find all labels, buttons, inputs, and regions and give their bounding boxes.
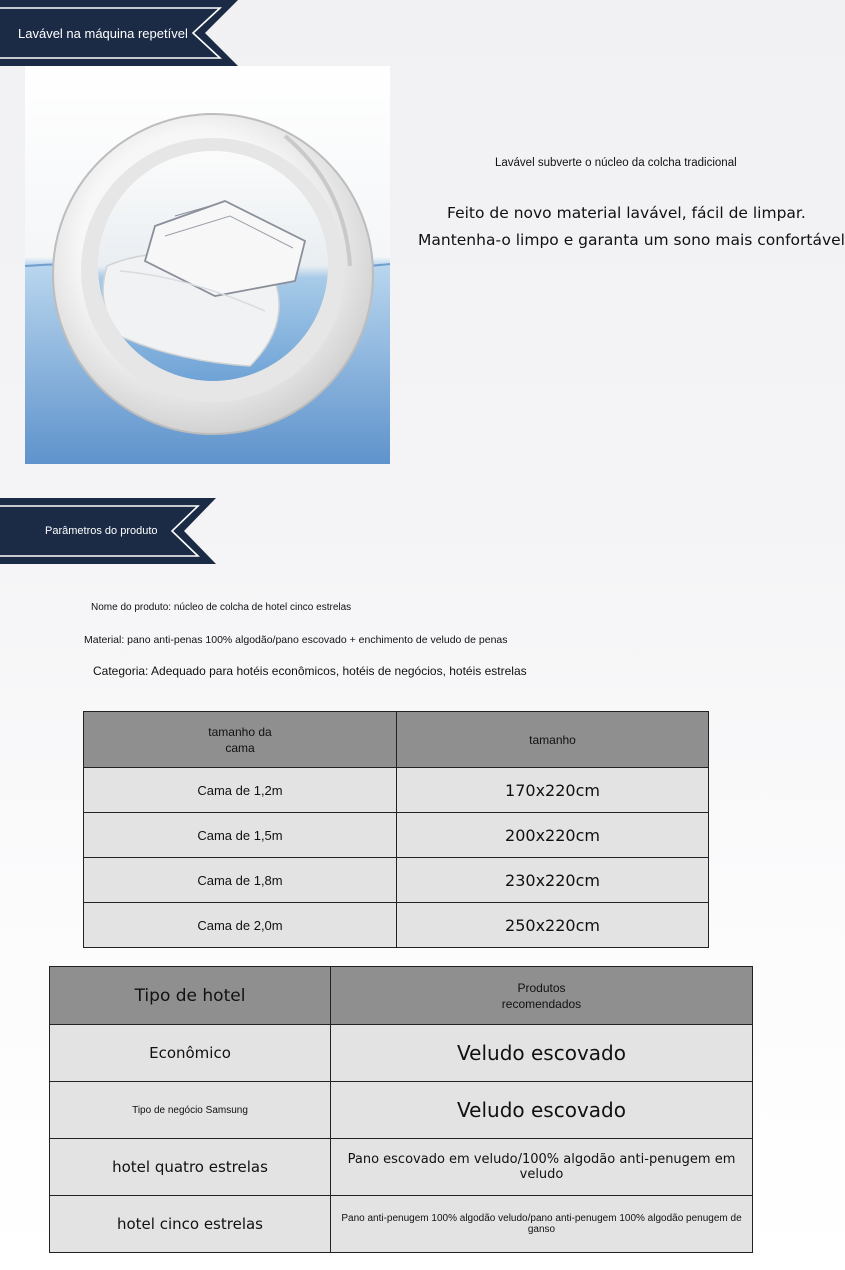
recommended-product-cell: Veludo escovado: [331, 1025, 753, 1082]
recommended-product-cell: Pano escovado em veludo/100% algodão anti-penugem em veludo: [331, 1139, 753, 1196]
washable-banner-label: Lavável na máquina repetível: [18, 26, 188, 41]
spec-material: Material: pano anti-penas 100% algodão/pano escovado + enchimento de veludo de penas: [84, 634, 508, 646]
recommended-product-cell: Pano anti-penugem 100% algodão veludo/pano anti-penugem 100% algodão penugem de ganso: [331, 1196, 753, 1253]
hotel-table-header-row: [50, 967, 753, 1025]
hotel-type-cell: hotel cinco estrelas: [50, 1196, 331, 1253]
table-row: [84, 903, 709, 948]
dimension-cell: 250x220cm: [397, 903, 709, 948]
washable-feature-line-2: Mantenha-o limpo e garanta um sono mais confortável: [418, 231, 845, 249]
hotel-type-cell: Tipo de negócio Samsung: [50, 1082, 331, 1139]
bed-size-cell: Cama de 2,0m: [84, 903, 397, 948]
dimension-cell: 200x220cm: [397, 813, 709, 858]
spec-product-name: Nome do produto: núcleo de colcha de hotel cinco estrelas: [91, 602, 352, 613]
washable-tagline: Lavável subverte o núcleo da colcha tradicional: [495, 157, 737, 169]
dimension-cell: 170x220cm: [397, 768, 709, 813]
table-row: [84, 768, 709, 813]
table-row: [50, 1196, 753, 1253]
hotel-table-header-products: Produtos recomendados: [331, 967, 753, 1025]
bed-size-cell: Cama de 1,8m: [84, 858, 397, 903]
hotel-recommendation-table: [49, 966, 753, 1253]
size-table-header-row: [84, 712, 709, 768]
recommended-product-cell: Veludo escovado: [331, 1082, 753, 1139]
washable-feature-line-1: Feito de novo material lavável, fácil de limpar.: [447, 204, 806, 222]
size-table: [83, 711, 709, 948]
dimension-cell: 230x220cm: [397, 858, 709, 903]
product-params-banner-label: Parâmetros do produto: [45, 525, 158, 537]
table-row: [50, 1025, 753, 1082]
hotel-type-cell: hotel quatro estrelas: [50, 1139, 331, 1196]
washable-banner: [0, 0, 240, 66]
spec-category: Categoria: Adequado para hotéis econômicos, hotéis de negócios, hotéis estrelas: [93, 664, 527, 678]
table-row: [84, 858, 709, 903]
table-row: [84, 813, 709, 858]
table-row: [50, 1082, 753, 1139]
size-table-header-size: tamanho: [397, 712, 709, 768]
hotel-table-header-type: Tipo de hotel: [50, 967, 331, 1025]
table-row: [50, 1139, 753, 1196]
bed-size-cell: Cama de 1,2m: [84, 768, 397, 813]
hotel-type-cell: Econômico: [50, 1025, 331, 1082]
bed-size-cell: Cama de 1,5m: [84, 813, 397, 858]
product-params-banner: [0, 498, 218, 564]
size-table-header-bed: tamanho da cama: [84, 712, 397, 768]
washing-drum-comforter-image: [25, 66, 390, 464]
